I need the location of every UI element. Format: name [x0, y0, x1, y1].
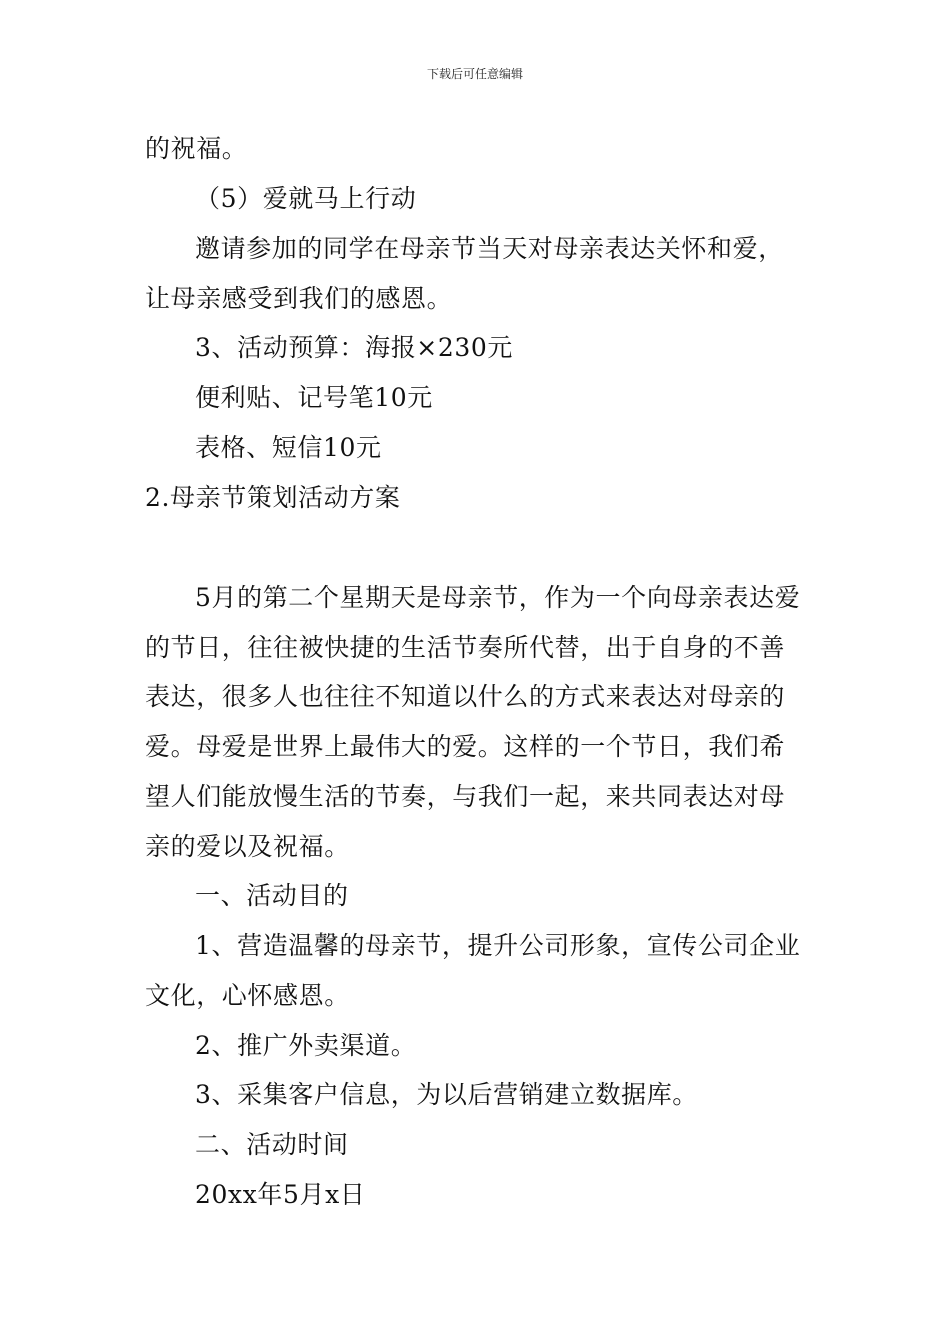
paragraph-line: 的节日，往往被快捷的生活节奏所代替，出于自身的不善 — [145, 633, 786, 662]
paragraph-line: 的祝福。 — [145, 134, 248, 163]
paragraph-line: 20xx年5月x日 — [195, 1180, 366, 1209]
section-title: 2.母亲节策划活动方案 — [145, 483, 401, 512]
paragraph-line: 文化，心怀感恩。 — [145, 981, 350, 1010]
paragraph-line: 亲的爱以及祝福。 — [145, 832, 350, 861]
paragraph-line: （5）爱就马上行动 — [195, 184, 417, 213]
paragraph-line: 2、推广外卖渠道。 — [195, 1031, 417, 1060]
paragraph-line: 表达，很多人也往往不知道以什么的方式来表达对母亲的 — [145, 682, 786, 711]
heading-line: 二、活动时间 — [195, 1130, 349, 1159]
paragraph-line: 爱。母爱是世界上最伟大的爱。这样的一个节日，我们希 — [145, 732, 786, 761]
paragraph-line: 3、采集客户信息，为以后营销建立数据库。 — [195, 1080, 698, 1109]
paragraph-line: 5月的第二个星期天是母亲节，作为一个向母亲表达爱 — [195, 583, 801, 612]
paragraph-line: 让母亲感受到我们的感恩。 — [145, 284, 453, 313]
paragraph-line: 3、活动预算：海报×230元 — [195, 333, 513, 362]
paragraph-line: 表格、短信10元 — [195, 433, 382, 462]
paragraph-line: 1、营造温馨的母亲节，提升公司形象，宣传公司企业 — [195, 931, 801, 960]
paragraph-line: 望人们能放慢生活的节奏，与我们一起，来共同表达对母 — [145, 782, 786, 811]
paragraph-line: 便利贴、记号笔10元 — [195, 383, 433, 412]
paragraph-line: 邀请参加的同学在母亲节当天对母亲表达关怀和爱， — [195, 234, 784, 263]
page-header: 下载后可任意编辑 — [426, 67, 523, 81]
heading-line: 一、活动目的 — [195, 881, 349, 910]
